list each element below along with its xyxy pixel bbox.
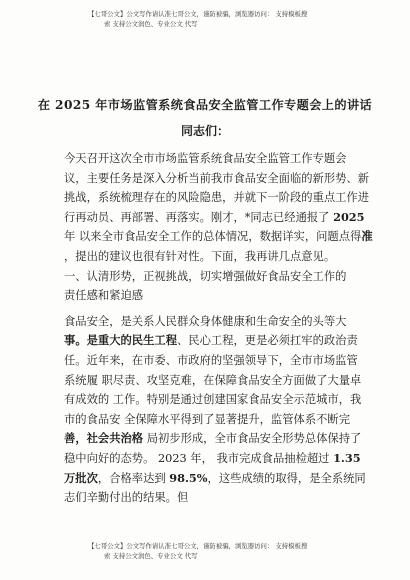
paragraph-line: 系统履 职尽责、攻坚克难，在保障食品安全方面做了大量卓 [64,373,362,387]
paragraph-line: 市的食品安 全保障水平得到了显著提升，监管体系不断完 [64,412,351,426]
document-title: 在 2025 年市场监管系统食品安全监管工作专题会上的讲话 [37,98,373,112]
bold-text: 1.35 [333,450,361,465]
bold-text: 事 [64,333,76,348]
paragraph-line: 食品安全，是关系人民群众身体健康和生命安全的头等大 [64,314,347,328]
bold-text: ，社会共治格 [75,431,144,446]
text-run: ，这些成绩的取得，是全系统同 [207,471,366,485]
watermark-header-top [88,9,348,29]
paragraph-line: 任。近年来，在市委、市政府的坚强领导下，全市市场监管 [64,353,358,367]
watermark-line: 索 支持公文润色、专业公文 代写 [104,552,198,560]
section-heading: 责任感和紧迫感 [64,289,144,303]
text-run: ，合格率达到 [97,471,170,485]
text-run: 稳中向好的态势。 2023 年， 我市完成食品抽检超过 [64,451,334,465]
text-run: 行再动员、再部署、再落实。刚才，*同志已经通报了 [64,210,334,224]
text-run: 年 以来全市食品安全工作的总体情况，数据详实，问题点得 [64,230,362,244]
bold-text: 万批次 [64,470,98,485]
paragraph-line: 今天召开这次全市市场监管系统食品安全监管工作专题会 [64,152,347,165]
paragraph-line: 议，主要任务是深入分析当前我市食品安全面临的新形势、新 [64,171,370,185]
bold-text: 。是重大的民生工程 [75,333,177,348]
watermark-line: 【七哥公文】公文写作请认准七哥公文，谨防被骗，浏览器访问： 支持模板搜 [88,10,308,18]
bold-text: 准 [361,229,373,244]
document-body [64,149,373,508]
watermark-footer-bottom [88,541,348,561]
paragraph-line [64,449,364,469]
section-heading: 一、认清形势，正视挑战，切实增强做好食品安全工作的 [64,269,347,283]
text-run: 局初步形成，全市食品安全形势总体保持了 [143,432,362,446]
paragraph-line [64,227,373,247]
greeting: 同志们： [180,124,229,138]
paragraph-line: ，提出的建议也很有针对性。下面，我再讲几点意见。 [64,249,336,263]
bold-text: 2025 [333,209,365,224]
paragraph-line: 挑战，系统梳理存在的风险隐患，并就下一阶段的重点工作进 [64,191,370,205]
paragraph-line: 有成效的 工作。特别是通过创建国家食品安全示范城市，我 [64,393,362,407]
text-run: 、民心工程，更是必须扛牢的政治责 [177,334,358,348]
watermark-line: 【七哥公文】公文写作请认准七哥公文，谨防被骗，浏览器访问： 支持模板搜 [88,542,308,550]
paragraph-line [64,469,364,489]
paragraph-line: 志们辛勤付出的结果。但 [64,491,189,505]
bold-text: 善 [64,431,76,446]
watermark-line: 索 支持公文润色、专业公文 代写 [104,20,198,28]
paragraph-line [64,208,364,228]
bold-text: 98.5% [169,470,208,485]
paragraph-line [64,331,364,351]
paragraph-line [64,429,364,449]
